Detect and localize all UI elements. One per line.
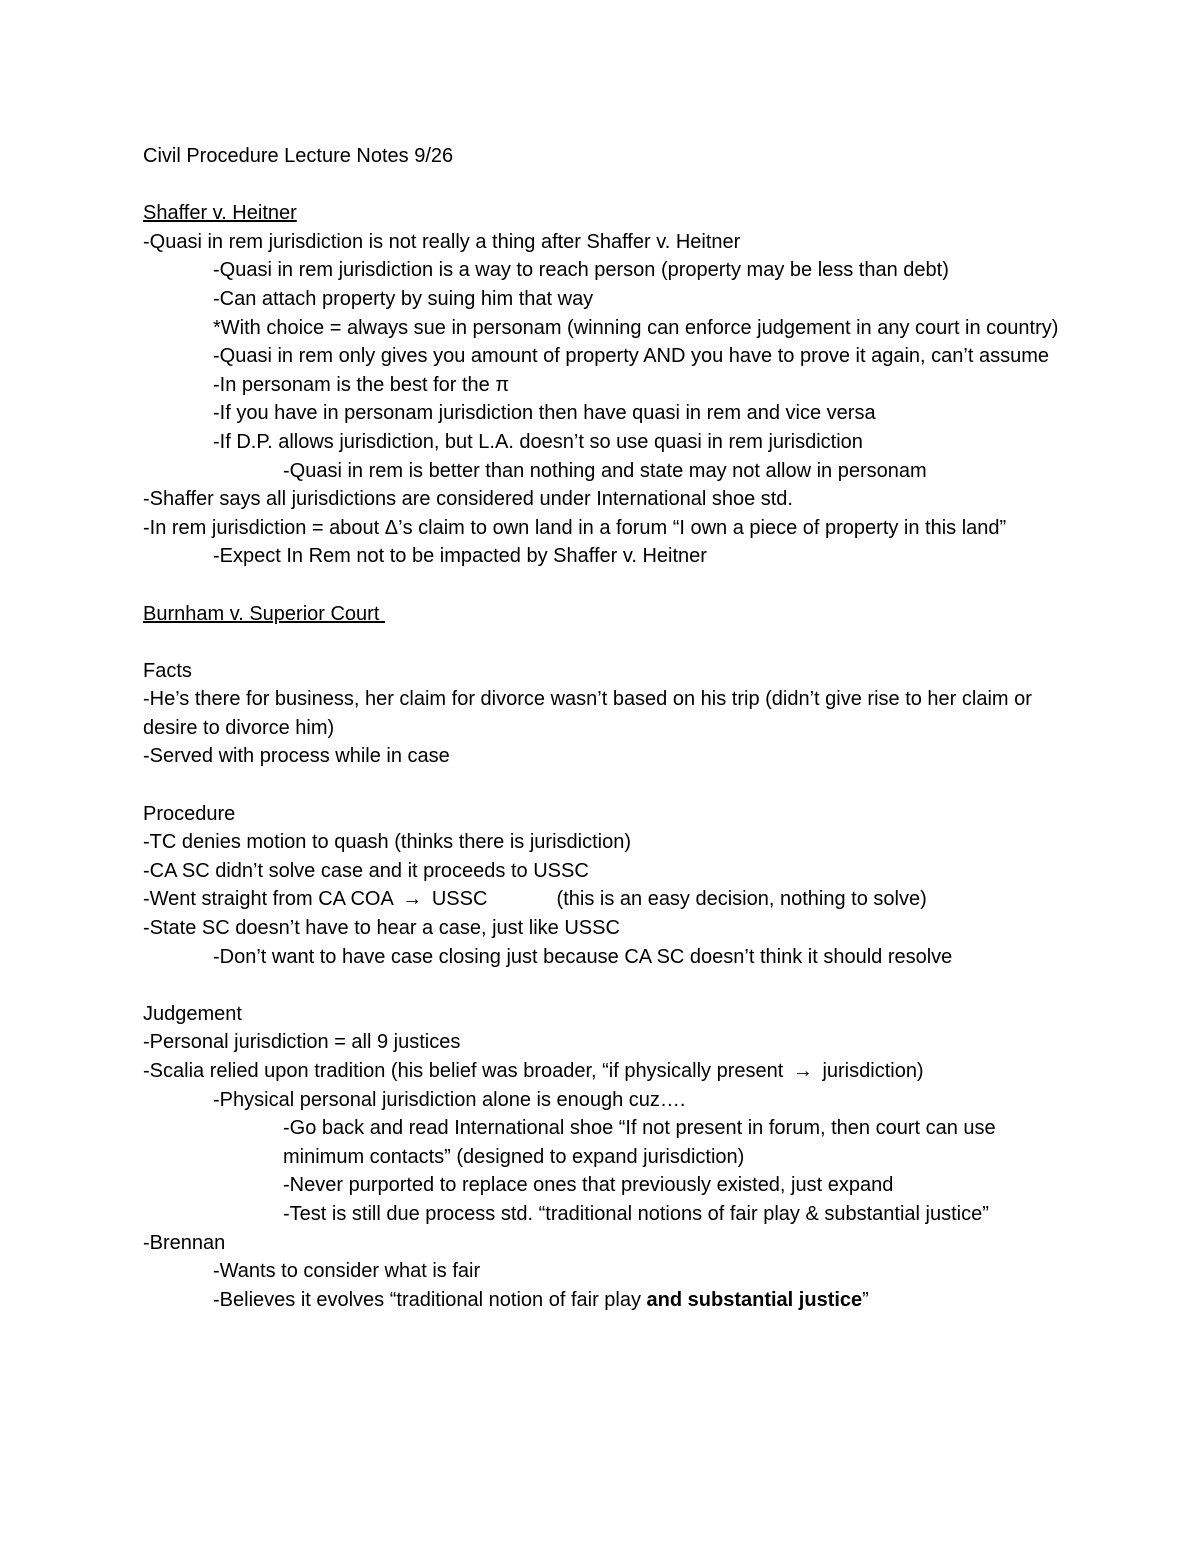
case-heading-shaffer: Shaffer v. Heitner	[143, 202, 297, 225]
spacer	[143, 628, 1068, 657]
note-line: -State SC doesn’t have to hear a case, just like USSC	[143, 917, 620, 940]
spacer	[143, 771, 1068, 800]
note-text: USSC	[431, 888, 488, 911]
arrow-right-icon: →	[402, 888, 423, 911]
note-line: -Test is still due process std. “traditional notions of fair play & substantial justice”	[283, 1202, 989, 1225]
section-heading-judgement: Judgement	[143, 1002, 242, 1025]
note-line: -Can attach property by suing him that way	[213, 287, 594, 310]
section-heading-facts: Facts	[143, 659, 192, 682]
note-text: -Scalia relied upon tradition (his belief was broader, “if physically present	[143, 1060, 784, 1082]
note-line: -Quasi in rem jurisdiction is not really a thing after Shaffer v. Heitner	[143, 230, 741, 253]
note-line	[143, 885, 1068, 914]
note-line: -Go back and read International shoe “If not present in forum, then court can use minimum contacts” (designed to expand jurisdiction)	[283, 1117, 996, 1168]
note-text: jurisdiction)	[822, 1060, 924, 1082]
note-line: *With choice = always sue in personam (winning can enforce judgement in any court in country)	[213, 316, 1059, 339]
bold-text: and substantial justice	[646, 1288, 863, 1311]
note-line: -Don’t want to have case closing just because CA SC doesn’t think it should resolve	[213, 945, 953, 968]
section-heading-procedure: Procedure	[143, 802, 236, 825]
note-line: -Brennan	[143, 1231, 226, 1254]
arrow-right-icon: →	[792, 1060, 813, 1082]
note-line: -Wants to consider what is fair	[213, 1260, 481, 1283]
spacer	[143, 171, 1068, 200]
note-line: -CA SC didn’t solve case and it proceeds to USSC	[143, 859, 589, 882]
notes-content	[143, 142, 1068, 1314]
note-line: -If you have in personam jurisdiction then have quasi in rem and vice versa	[213, 402, 876, 425]
note-line: -Shaffer says all jurisdictions are considered under International shoe std.	[143, 488, 793, 511]
note-line: -If D.P. allows jurisdiction, but L.A. doesn’t so use quasi in rem jurisdiction	[213, 430, 863, 453]
spacer	[143, 571, 1068, 600]
note-line: -TC denies motion to quash (thinks there is jurisdiction)	[143, 831, 631, 854]
note-line: -He’s there for business, her claim for divorce wasn’t based on his trip (didn’t give rise to her claim or desire to divorce him)	[143, 688, 1032, 739]
note-line: -Served with process while in case	[143, 745, 450, 768]
note-line	[143, 1286, 1068, 1315]
note-text: ”	[862, 1288, 869, 1311]
note-line: -Quasi in rem jurisdiction is a way to reach person (property may be less than debt)	[213, 259, 949, 282]
note-line: -Quasi in rem is better than nothing and state may not allow in personam	[283, 459, 927, 482]
note-text: -Believes it evolves “traditional notion of fair play	[213, 1288, 647, 1311]
note-line	[143, 1057, 1068, 1086]
note-line: -Personal jurisdiction = all 9 justices	[143, 1031, 461, 1054]
note-line: -Never purported to replace ones that previously existed, just expand	[283, 1174, 894, 1197]
note-line: -In rem jurisdiction = about Δ’s claim to own land in a forum “I own a piece of property in this land”	[143, 516, 1007, 539]
case-heading-burnham: Burnham v. Superior Court	[143, 602, 385, 625]
note-text: -Went straight from CA COA	[143, 888, 393, 911]
note-line: -Physical personal jurisdiction alone is enough cuz….	[213, 1088, 686, 1111]
page-title: Civil Procedure Lecture Notes 9/26	[143, 145, 454, 167]
note-line: -In personam is the best for the π	[213, 373, 510, 396]
note-line: -Quasi in rem only gives you amount of property AND you have to prove it again, can’t assume	[213, 345, 1049, 368]
note-line: -Expect In Rem not to be impacted by Shaffer v. Heitner	[213, 545, 707, 568]
note-text: (this is an easy decision, nothing to solve)	[556, 888, 927, 911]
spacer	[143, 971, 1068, 1000]
